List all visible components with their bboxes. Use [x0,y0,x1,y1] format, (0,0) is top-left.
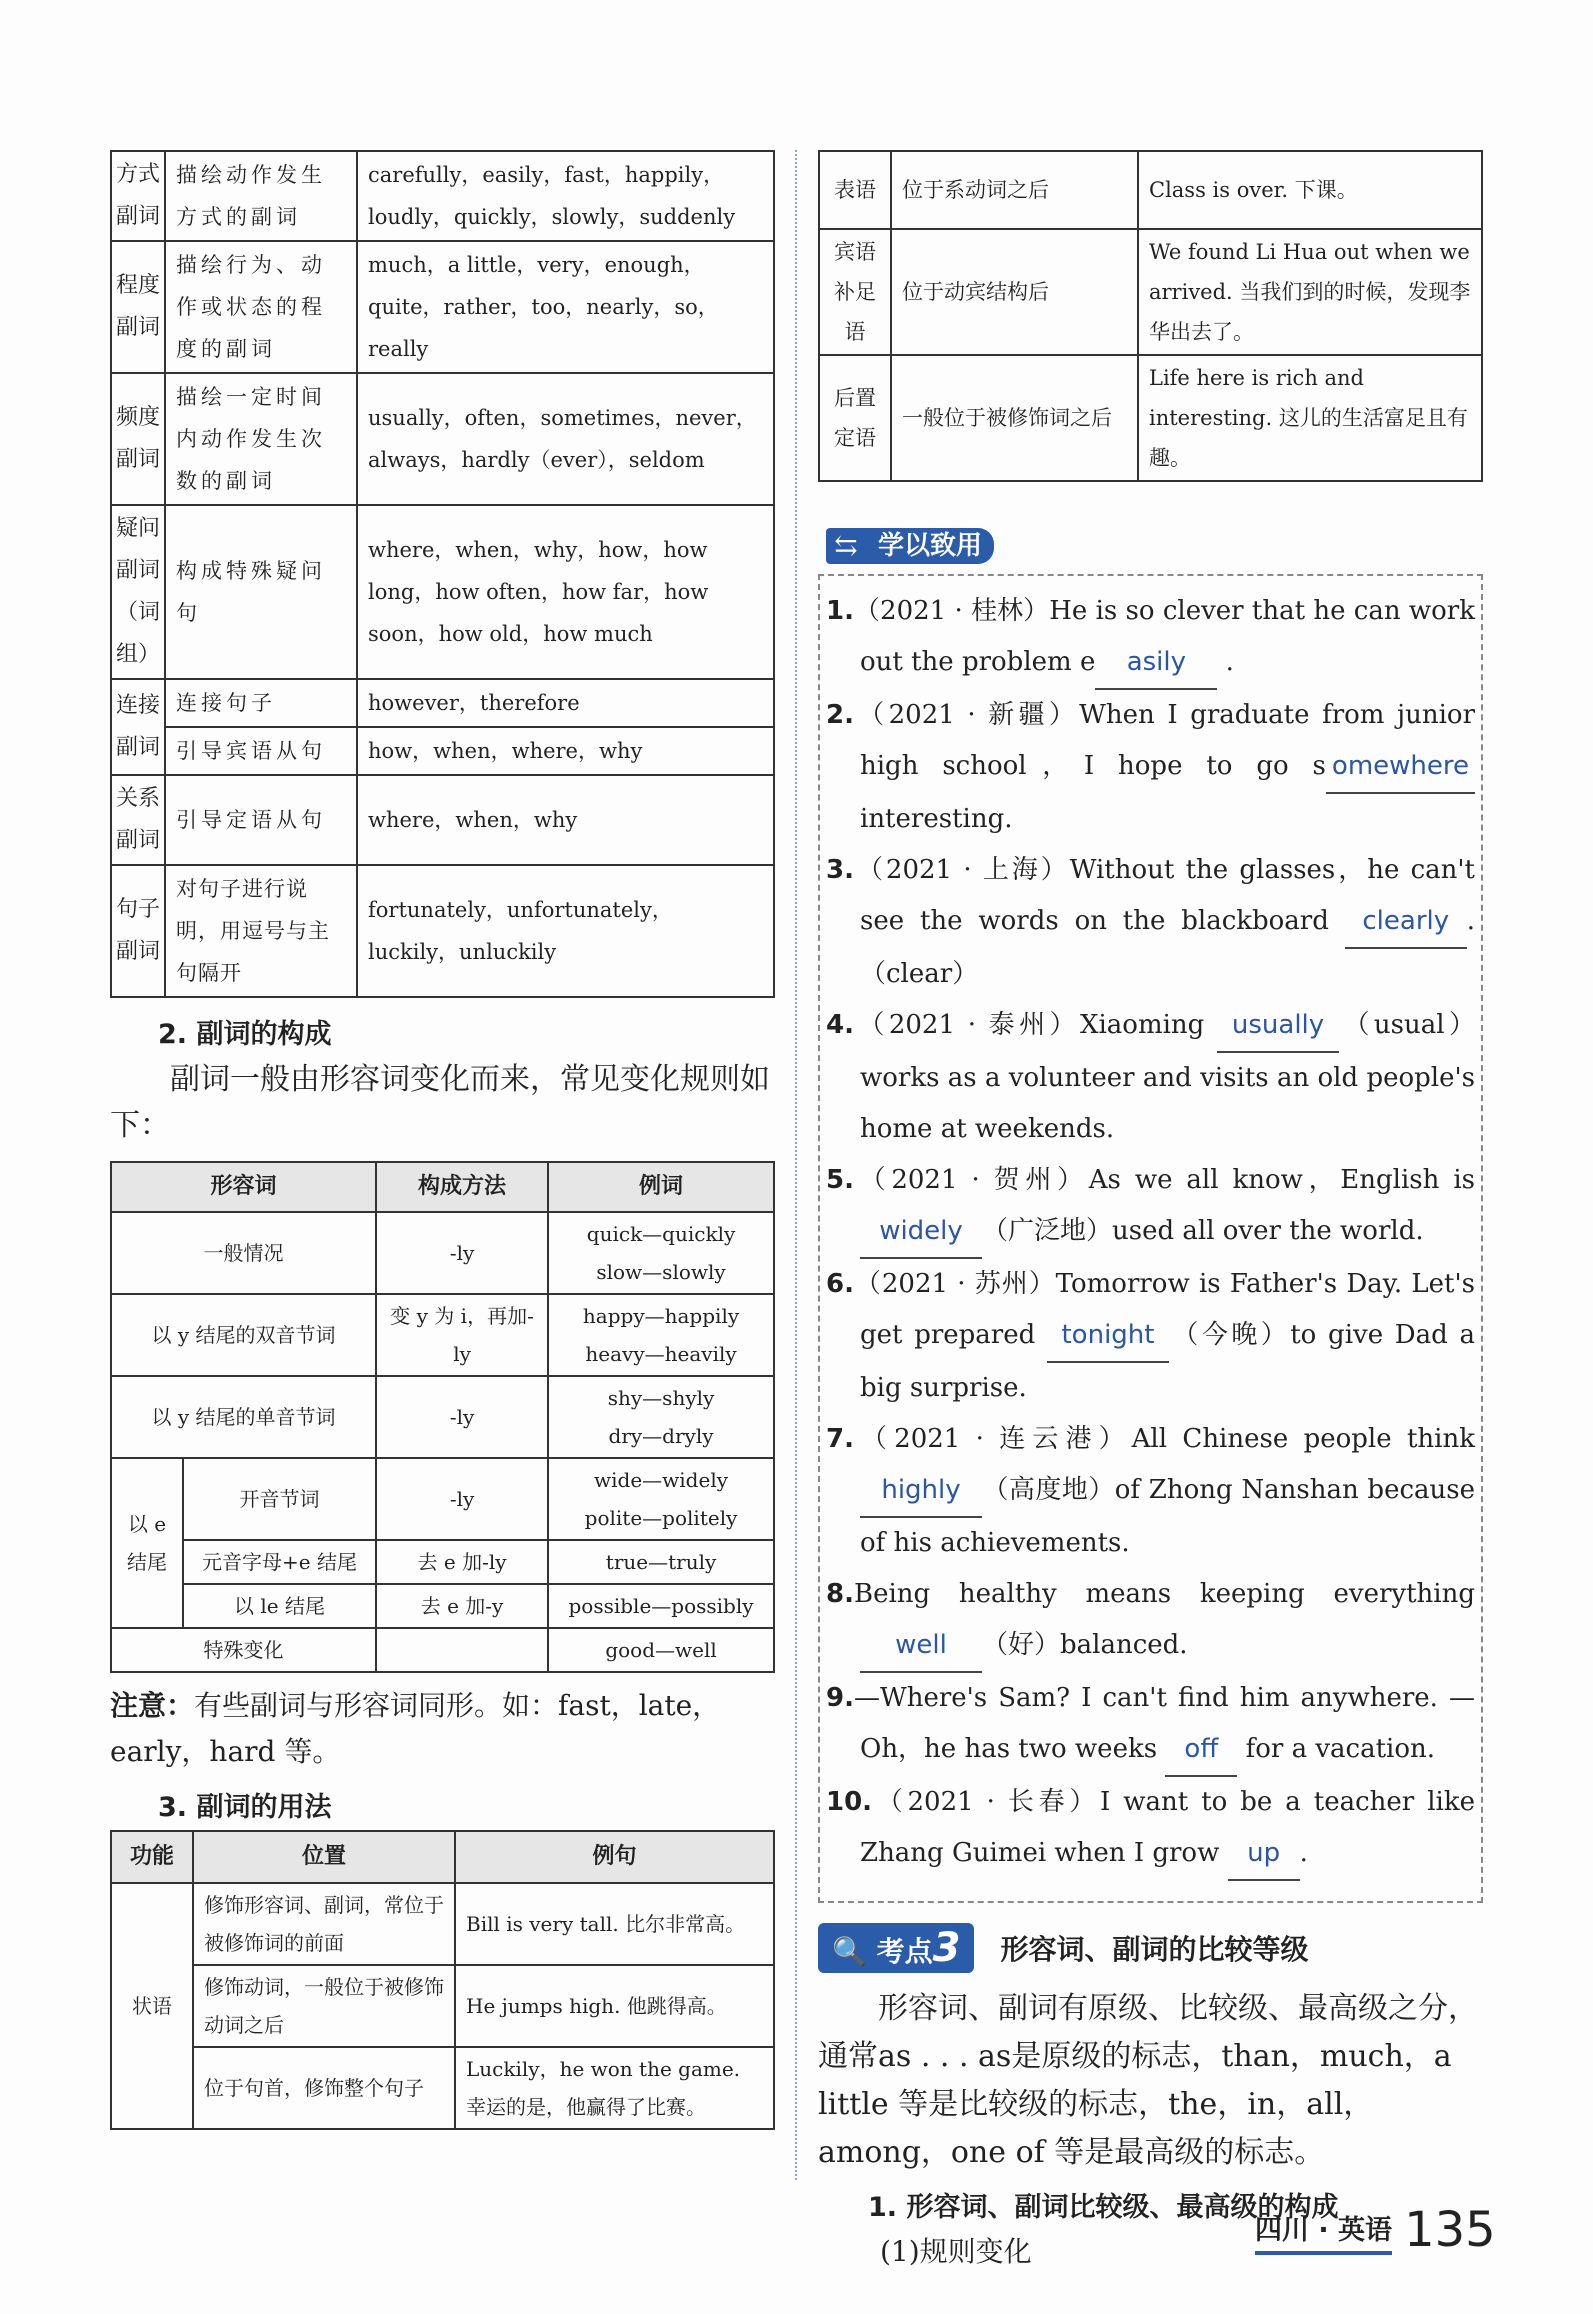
column-header: 构成方法 [376,1162,548,1212]
method-cell: -ly [376,1376,548,1458]
footer-label: 四川 · 英语 [1255,2208,1392,2255]
column-divider [795,150,797,2180]
question-text: （2021 · 苏州）Tomorrow is Father's Day. Let's get prepared [853,1269,1475,1350]
question-text: （2021 · 桂林）He is so clever that he can work out the problem e [853,596,1475,677]
method-cell: 去 e 加-ly [376,1540,548,1584]
type-cell: 关系副词 [111,775,165,865]
desc-cell: 连接句子 [165,679,357,727]
note-text: 有些副词与形容词同形。如：fast，late，early，hard 等。 [110,1689,721,1768]
column-header: 例词 [548,1162,774,1212]
section-3-title: 3. 副词的用法 [158,1792,332,1823]
table-row [111,727,774,775]
type-cell: 句子副词 [111,865,165,997]
adj-cell: 特殊变化 [111,1628,376,1672]
question-item [826,1777,1475,1881]
question-item [826,1673,1475,1777]
swap-arrows-icon: ⇆ [826,528,866,564]
table-row [111,373,774,505]
table-row [111,1628,774,1672]
table-row [111,151,774,241]
kaodian-label: 考点 [876,1935,933,1968]
question-text: （2021 · 长春）I want to be a teacher like Zhang Guimei when I grow [860,1787,1475,1868]
example-cell [548,1294,774,1376]
function-cell: 后置定语 [819,355,891,481]
words-cell: where，when，why [357,775,774,865]
example-line: dry—dryly [608,1424,714,1448]
example-line: shy—shyly [607,1386,715,1410]
answer-blank[interactable]: well [860,1620,982,1673]
table-row [111,1584,774,1628]
example-line: wide—widely [594,1468,729,1492]
table-row [111,1212,774,1294]
table-header-row [111,1162,774,1212]
question-number: 5. [826,1165,854,1195]
question-number: 1. [826,596,854,626]
type-cell: 频度副词 [111,373,165,505]
table-row [111,865,774,997]
desc-cell: 描绘一定时间内动作发生次数的副词 [165,373,357,505]
question-item [826,1155,1475,1259]
words-cell: fortunately，unfortunately，luckily，unluckily [357,865,774,997]
example-line: heavy—heavily [585,1342,737,1366]
adverb-usage-table-continued [818,150,1483,482]
desc-cell: 描绘行为、动作或状态的程度的副词 [165,241,357,373]
table-row [111,679,774,727]
example-cell: Luckily，he won the game. 幸运的是，他赢得了比赛。 [455,2047,774,2129]
example-cell: true—truly [548,1540,774,1584]
example-line: polite—politely [584,1506,738,1530]
example-cell [548,1458,774,1540]
position-cell: 位于动宾结构后 [891,229,1138,355]
table-row [111,775,774,865]
question-text: Being healthy means keeping everything [853,1579,1475,1609]
example-line: slow—slowly [596,1260,726,1284]
adj-cell: 元音字母+e 结尾 [183,1540,376,1584]
desc-cell: 描绘动作发生方式的副词 [165,151,357,241]
desc-cell: 构成特殊疑问句 [165,505,357,679]
table-header-row [111,1831,774,1883]
column-header: 例句 [455,1831,774,1883]
method-cell: 去 e 加-y [376,1584,548,1628]
question-number: 9. [826,1683,854,1713]
question-text: （高度地）of Zhong Nanshan because of his achievements. [860,1475,1475,1558]
left-column [110,150,775,2130]
answer-blank[interactable]: asily [1095,637,1217,690]
column-header: 位置 [193,1831,455,1883]
position-cell: 一般位于被修饰词之后 [891,355,1138,481]
position-cell: 位于句首，修饰整个句子 [193,2047,455,2129]
answer-blank[interactable]: widely [860,1206,982,1259]
example-cell: Bill is very tall. 比尔非常高。 [455,1883,774,1965]
answer-blank[interactable]: highly [860,1465,982,1518]
method-cell: -ly [376,1458,548,1540]
question-text: （2021 · 新疆）When I graduate from junior high school，I hope to go s [853,700,1475,781]
question-text: interesting. [860,804,1013,834]
question-item [826,845,1475,1000]
question-item [826,1569,1475,1673]
words-cell: how，when，where，why [357,727,774,775]
question-number: 10. [826,1787,873,1817]
section-2-title: 2. 副词的构成 [158,1019,332,1050]
question-item [826,586,1475,690]
example-cell [548,1212,774,1294]
section-2-intro: 副词一般由形容词变化而来，常见变化规则如下： [110,1062,770,1143]
column-header: 形容词 [111,1162,376,1212]
adj-cell: 一般情况 [111,1212,376,1294]
kaodian-paragraph: 形容词、副词有原级、比较级、最高级之分，通常as . . . as是原级的标志，than，much，a little 等是比较级的标志，the，in，all，among，one of 等是最高级的标志。 [818,1991,1478,2170]
table-row [819,229,1482,355]
question-number: 2. [826,700,854,730]
words-cell: usually，often，sometimes，never，always，hardly（ever），seldom [357,373,774,505]
table-row [111,1965,774,2047]
table-row [111,505,774,679]
table-row [111,1376,774,1458]
question-text: （2021 · 连云港）All Chinese people think [853,1424,1475,1454]
question-item [826,1000,1475,1155]
position-cell: 修饰动词，一般位于被修饰动词之后 [193,1965,455,2047]
kaodian-tag [818,1923,974,1973]
practice-questions [818,574,1483,1903]
question-text: （今晚）to give Dad a big surprise. [860,1320,1476,1403]
adverb-types-table [110,150,775,998]
example-cell: We found Li Hua out when we arrived. 当我们到的时候，发现李华出去了。 [1138,229,1482,355]
question-text: .（clear） [860,906,1476,989]
note-label: 注意： [110,1689,195,1722]
answer-blank[interactable]: clearly [1345,896,1467,949]
type-cell: 方式副词 [111,151,165,241]
adverb-formation-table [110,1161,775,1673]
column-header: 功能 [111,1831,193,1883]
adj-cell: 以 y 结尾的单音节词 [111,1376,376,1458]
magnifier-icon: 🔍 [832,1935,867,1968]
position-cell: 修饰形容词、副词，常位于被修饰词的前面 [193,1883,455,1965]
question-text: （广泛地）used all over the world. [982,1216,1424,1246]
table-row [111,1458,774,1540]
table-row [819,151,1482,229]
method-cell: -ly [376,1212,548,1294]
subsection-item: (1)规则变化 [880,2235,1032,2268]
answer-blank[interactable]: tonight [1047,1310,1169,1363]
adverb-usage-table [110,1830,775,2130]
example-cell: good—well [548,1628,774,1672]
practice-banner [826,528,994,564]
question-text: （好）balanced. [982,1630,1188,1660]
question-number: 3. [826,855,854,885]
example-cell [548,1376,774,1458]
question-number: 7. [826,1424,854,1454]
table-row [111,1540,774,1584]
words-cell: much，a little，very，enough，quite，rather，too，nearly，so，really [357,241,774,373]
desc-cell: 引导宾语从句 [165,727,357,775]
question-text: . [1299,1838,1308,1868]
page-number: 135 [1404,2202,1496,2258]
answer-blank[interactable]: usually [1217,1000,1339,1053]
function-cell: 状语 [111,1883,193,2129]
practice-banner-label: 学以致用 [866,528,994,564]
table-row [819,355,1482,481]
desc-cell: 引导定语从句 [165,775,357,865]
kaodian-title: 形容词、副词的比较等级 [1000,1933,1309,1966]
page-footer [1255,2202,1496,2258]
question-item [826,690,1475,845]
adj-cell: 以 le 结尾 [183,1584,376,1628]
type-cell: 程度副词 [111,241,165,373]
example-cell: Life here is rich and interesting. 这儿的生活富足且有趣。 [1138,355,1482,481]
question-item [826,1414,1475,1569]
table-row [111,2047,774,2129]
question-text: （2021 · 上海）Without the glasses，he can't see the words on the blackboard [853,855,1475,936]
example-line: happy—happily [582,1304,740,1328]
words-cell: carefully，easily，fast，happily，loudly，quickly，slowly，suddenly [357,151,774,241]
function-cell: 宾语补足语 [819,229,891,355]
function-cell: 表语 [819,151,891,229]
question-text: —Where's Sam? I can't find him anywhere. —Oh，he has two weeks [853,1683,1475,1764]
example-line: quick—quickly [586,1222,736,1246]
question-number: 6. [826,1269,854,1299]
desc-cell: 对句子进行说明，用逗号与主句隔开 [165,865,357,997]
question-item [826,1259,1475,1414]
group-cell: 以 e 结尾 [111,1458,183,1628]
question-text: （2021 · 贺州）As we all know，English is [853,1165,1475,1195]
kaodian-number: 3 [932,1925,961,1971]
subsection-title: 1. 形容词、副词比较级、最高级的构成 [868,2192,1339,2223]
answer-blank[interactable]: omewhere [1326,741,1475,794]
words-cell: where，when，why，how，how long，how often，how far，how soon，how old，how much [357,505,774,679]
example-cell: He jumps high. 他跳得高。 [455,1965,774,2047]
answer-blank[interactable]: off [1165,1724,1237,1777]
table-row [111,1883,774,1965]
adj-cell: 以 y 结尾的双音节词 [111,1294,376,1376]
position-cell: 位于系动词之后 [891,151,1138,229]
type-cell: 疑问副词（词组） [111,505,165,679]
question-number: 4. [826,1010,854,1040]
example-cell: possible—possibly [548,1584,774,1628]
example-cell: Class is over. 下课。 [1138,151,1482,229]
words-cell: however，therefore [357,679,774,727]
adj-cell: 开音节词 [183,1458,376,1540]
question-text: （2021 · 泰州）Xiaoming [853,1010,1205,1040]
question-text: . [1225,647,1234,677]
right-column [818,150,1483,2270]
question-text: for a vacation. [1245,1734,1436,1764]
question-number: 8. [826,1579,854,1609]
type-cell: 连接副词 [111,679,165,775]
table-row [111,241,774,373]
kaodian-header [818,1923,1483,1973]
method-cell: 变 y 为 i，再加-ly [376,1294,548,1376]
table-row [111,1294,774,1376]
answer-blank[interactable]: up [1228,1828,1300,1881]
method-cell [376,1628,548,1672]
note [110,1683,775,1775]
question-text: （usual）works as a volunteer and visits an old people's home at weekends. [860,1010,1475,1144]
